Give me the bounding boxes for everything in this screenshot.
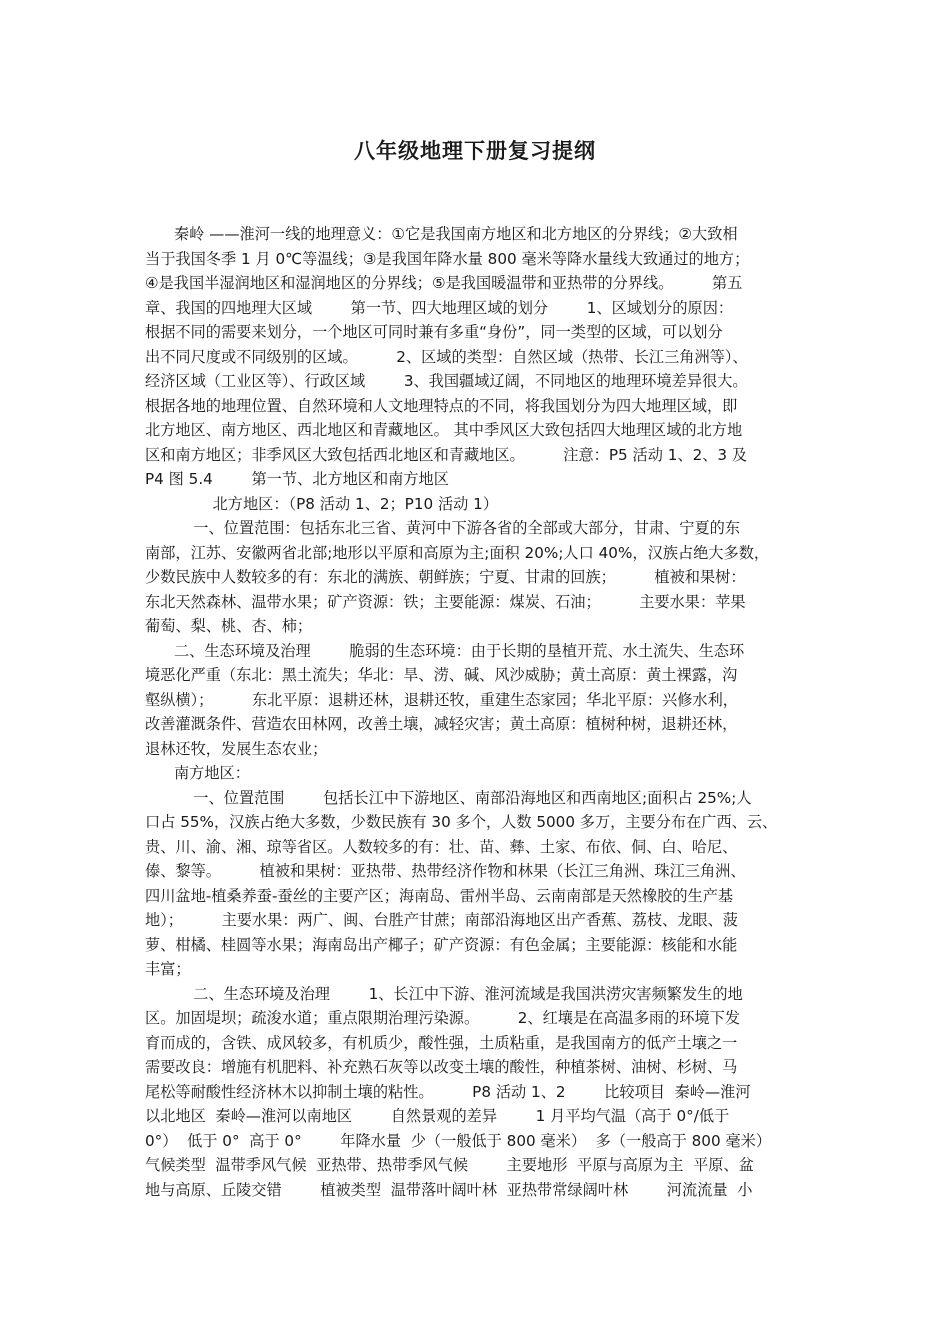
text-line: 口占 55%，汉族占绝大多数，少数民族有 30 多个，人数 5000 多万，主要分布在广西、云、 <box>145 813 778 831</box>
text-line: 地与高原、丘陵交错 植被类型 温带落叶阔叶林 亚热带常绿阔叶林 河流流量 小 <box>145 1180 753 1199</box>
text-line: 章、我国的四地理大区域 第一节、四大地理区域的划分 1、区域划分的原因： <box>145 298 734 317</box>
text-line: 二、生态环境及治理 脆弱的生态环境：由于长期的垦植开荒、水土流失、生态环 <box>145 641 745 660</box>
text-line: 萝、柑橘、桂圆等水果；海南岛出产椰子；矿产资源：有色金属；主要能源：核能和水能 <box>145 935 738 954</box>
text-line: 贵、川、渝、湘、琼等省区。人数较多的有：壮、苗、彝、土家、布依、侗、白、哈尼、 <box>145 837 738 856</box>
text-line: 经济区域（工业区等）、行政区域 3、我国疆域辽阔，不同地区的地理环境差异很大。 <box>145 372 748 390</box>
text-line: 需要改良：增施有机肥料、补充熟石灰等以改变土壤的酸性，种植茶树、油树、杉树、马 <box>145 1058 738 1076</box>
text-line: 0°） 低于 0° 高于 0° 年降水量 少（一般低于 800 毫米） 多（一般高于 800 毫米） <box>145 1131 772 1150</box>
text-line: 根据不同的需要来划分，一个地区可同时兼有多重“身份”，同一类型的区域，可以划分 <box>145 323 723 341</box>
text-line: 四川盆地-植桑养蚕-蚕丝的主要产区；海南岛、雷州半岛、云南南部是天然橡胶的生产基 <box>145 886 734 905</box>
text-line: 气候类型 温带季风气候 亚热带、热带季风气候 主要地形 平原与高原为主 平原、盆 <box>145 1156 754 1174</box>
text-line: 区。加固堤坝；疏浚水道；重点限期治理污染源。 2、红壤是在高温多雨的环境下发 <box>145 1009 741 1027</box>
text-line: 南方地区： <box>145 764 250 782</box>
text-line: 傣、黎等。 植被和果树：亚热带、热带经济作物和林果（长江三角洲、珠江三角洲、 <box>145 862 746 880</box>
text-line: 北方地区：（P8 活动 1、2；P10 活动 1） <box>145 494 499 513</box>
text-line: 当于我国冬季 1 月 0℃等温线；③是我国年降水量 800 毫米等降水量线大致通过的地方； <box>145 249 750 268</box>
text-line: 区和南方地区；非季风区大致包括西北地区和青藏地区。 注意：P5 活动 1、2、3 及 <box>145 445 748 464</box>
text-line: 壑纵横）； 东北平原：退耕还林，退耕还牧，重建生态家园；华北平原：兴修水利， <box>145 690 738 709</box>
text-line: 葡萄、梨、桃、杏、柿； <box>145 617 313 635</box>
document-title: 八年级地理下册复习提纲 <box>354 139 596 163</box>
text-line: 一、位置范围：包括东北三省、黄河中下游各省的全部或大部分，甘肃、宁夏的东 <box>145 519 741 537</box>
text-line: 一、位置范围 包括长江中下游地区、南部沿海地区和西南地区;面积占 25%;人 <box>145 788 752 807</box>
text-line: 境恶化严重（东北：黑土流失；华北：旱、涝、碱、风沙威胁；黄土高原：黄土裸露，沟 <box>145 666 738 684</box>
text-line: 地）； 主要水果：两广、闽、台胜产甘蔗；南部沿海地区出产香蕉、荔枝、龙眼、菠 <box>145 911 738 929</box>
text-line: 尾松等耐酸性经济林木以抑制土壤的粘性。 P8 活动 1、2 比较项目 秦岭—淮河 <box>145 1082 751 1101</box>
text-line: 少数民族中人数较多的有：东北的满族、朝鲜族；宁夏、甘肃的回族； 植被和果树： <box>145 568 746 586</box>
text-line: 退林还牧，发展生态农业； <box>145 739 328 758</box>
text-line: 出不同尺度或不同级别的区域。 2、区域的类型：自然区域（热带、长江三角洲等）、 <box>145 347 748 366</box>
text-line: 丰富； <box>145 960 191 978</box>
text-line: ④是我国半湿润地区和湿润地区的分界线；⑤是我国暖温带和亚热带的分界线。 第五 <box>145 274 743 292</box>
document-body <box>145 222 825 1202</box>
text-line: 秦岭 ——淮河一线的地理意义：①它是我国南方地区和北方地区的分界线；②大致相 <box>145 225 738 243</box>
text-line: 北方地区、南方地区、西北地区和青藏地区。 其中季风区大致包括四大地理区域的北方地 <box>145 421 743 439</box>
text-line: 二、生态环境及治理 1、长江中下游、淮河流域是我国洪涝灾害频繁发生的地 <box>145 984 743 1003</box>
text-line: 改善灌溉条件、营造农田林网，改善土壤，减轻灾害；黄土高原：植树种树，退耕还林， <box>145 715 738 733</box>
text-line: 育而成的，含铁、成风较多，有机质少，酸性强，土质粘重，是我国南方的低产土壤之一 <box>145 1033 738 1052</box>
text-line: 以北地区 秦岭—淮河以南地区 自然景观的差异 1 月平均气温（高于 0°/低于 <box>145 1107 730 1125</box>
text-line: P4 图 5.4 第一节、北方地区和南方地区 <box>145 470 449 488</box>
text-line: 根据各地的地理位置、自然环境和人文地理特点的不同，将我国划分为四大地理区域，即 <box>145 396 738 415</box>
text-line: 东北天然森林、温带水果；矿产资源：铁；主要能源：煤炭、石油； 主要水果：苹果 <box>145 592 746 611</box>
text-line: 南部，江苏、安徽两省北部;地形以平原和高原为主;面积 20%;人口 40%，汉族占绝大多数， <box>145 543 770 562</box>
